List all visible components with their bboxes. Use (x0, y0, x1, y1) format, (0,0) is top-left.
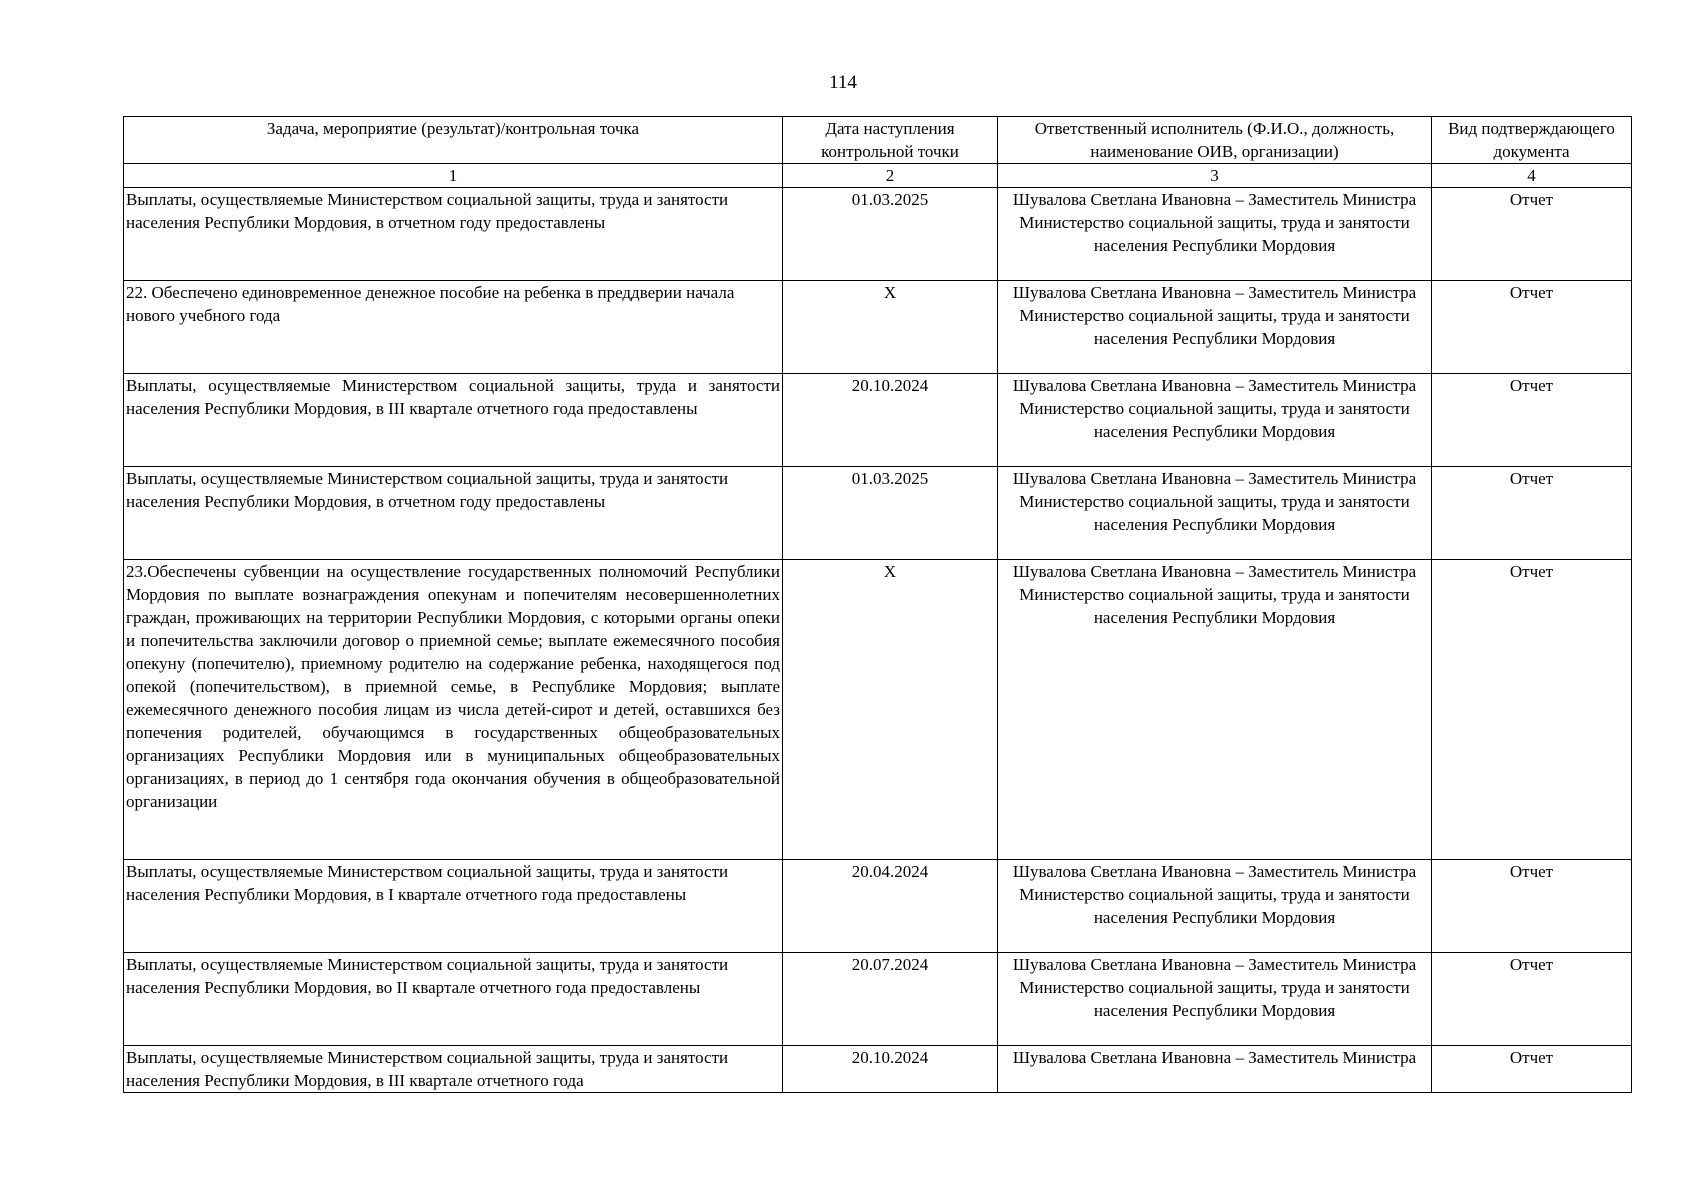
control-points-table (123, 116, 1632, 1093)
column-number: 1 (124, 164, 783, 188)
table-row (124, 1046, 1632, 1093)
date-cell: 20.04.2024 (783, 860, 998, 953)
responsible-person: Шувалова Светлана Ивановна – Заместитель Министра (1012, 955, 1417, 974)
responsible-person: Шувалова Светлана Ивановна – Заместитель Министра (1012, 1048, 1417, 1067)
responsible-cell (998, 281, 1432, 374)
task-cell: Выплаты, осуществляемые Министерством социальной защиты, труда и занятости населения Республики Мордовия, в III квартале отчетного года предоставлены (124, 374, 783, 467)
table-row (124, 560, 1632, 860)
table-row (124, 860, 1632, 953)
header-row (124, 117, 1632, 164)
responsible-person: Шувалова Светлана Ивановна – Заместитель Министра (1012, 862, 1417, 881)
date-cell: 20.07.2024 (783, 953, 998, 1046)
responsible-person: Шувалова Светлана Ивановна – Заместитель Министра (1012, 190, 1417, 209)
table-row (124, 467, 1632, 560)
responsible-cell (998, 560, 1432, 860)
date-cell: 20.10.2024 (783, 1046, 998, 1093)
doc-type-cell: Отчет (1432, 1046, 1632, 1093)
responsible-org: Министерство социальной защиты, труда и занятости населения Республики Мордовия (1019, 978, 1410, 1020)
responsible-cell (998, 374, 1432, 467)
responsible-cell (998, 860, 1432, 953)
date-cell: X (783, 281, 998, 374)
responsible-org: Министерство социальной защиты, труда и занятости населения Республики Мордовия (1019, 399, 1410, 441)
date-cell: 01.03.2025 (783, 467, 998, 560)
responsible-cell (998, 1046, 1432, 1093)
doc-type-cell: Отчет (1432, 281, 1632, 374)
doc-type-cell: Отчет (1432, 188, 1632, 281)
doc-type-cell: Отчет (1432, 374, 1632, 467)
responsible-cell (998, 953, 1432, 1046)
column-number: 4 (1432, 164, 1632, 188)
table-row (124, 374, 1632, 467)
responsible-org: Министерство социальной защиты, труда и занятости населения Республики Мордовия (1019, 306, 1410, 348)
task-cell: Выплаты, осуществляемые Министерством социальной защиты, труда и занятости населения Республики Мордовия, во II квартале отчетного года предоставлены (124, 953, 783, 1046)
header-date: Дата наступления контрольной точки (783, 117, 998, 164)
responsible-person: Шувалова Светлана Ивановна – Заместитель Министра (1012, 469, 1417, 488)
responsible-org: Министерство социальной защиты, труда и занятости населения Республики Мордовия (1019, 213, 1410, 255)
responsible-person: Шувалова Светлана Ивановна – Заместитель Министра (1012, 562, 1417, 581)
doc-type-cell: Отчет (1432, 953, 1632, 1046)
column-number: 2 (783, 164, 998, 188)
task-cell: Выплаты, осуществляемые Министерством социальной защиты, труда и занятости населения Республики Мордовия, в III квартале отчетного года (124, 1046, 783, 1093)
task-cell: Выплаты, осуществляемые Министерством социальной защиты, труда и занятости населения Республики Мордовия, в I квартале отчетного года предоставлены (124, 860, 783, 953)
header-responsible: Ответственный исполнитель (Ф.И.О., должность, наименование ОИВ, организации) (998, 117, 1432, 164)
column-number: 3 (998, 164, 1432, 188)
table-row (124, 188, 1632, 281)
header-task: Задача, мероприятие (результат)/контрольная точка (124, 117, 783, 164)
task-cell: 23.Обеспечены субвенции на осуществление государственных полномочий Республики Мордовия по выплате вознаграждения опекунам и попечителям несовершеннолетних граждан, проживающих на территории Республики Мордовия, с которыми органы опеки и попечительства заключили договор о приемной семье; выплате ежемесячного пособия опекуну (попечителю), приемному родителю на содержание ребенка, находящегося под опекой (попечительством), в приемной семье, в Республике Мордовия; выплате ежемесячного денежного пособия лицам из числа детей-сирот и детей, оставшихся без попечения родителей, обучающимся в государственных общеобразовательных организациях Республики Мордовия или в муниципальных общеобразовательных организациях, в период до 1 сентября года окончания обучения в общеобразовательной организации (124, 560, 783, 860)
table-row (124, 953, 1632, 1046)
responsible-person: Шувалова Светлана Ивановна – Заместитель Министра (1012, 376, 1417, 395)
responsible-org: Министерство социальной защиты, труда и занятости населения Республики Мордовия (1019, 585, 1410, 627)
task-cell: Выплаты, осуществляемые Министерством социальной защиты, труда и занятости населения Республики Мордовия, в отчетном году предоставлены (124, 188, 783, 281)
doc-type-cell: Отчет (1432, 560, 1632, 860)
doc-type-cell: Отчет (1432, 860, 1632, 953)
date-cell: X (783, 560, 998, 860)
date-cell: 01.03.2025 (783, 188, 998, 281)
doc-type-cell: Отчет (1432, 467, 1632, 560)
column-number-row (124, 164, 1632, 188)
responsible-person: Шувалова Светлана Ивановна – Заместитель Министра (1012, 283, 1417, 302)
table-row (124, 281, 1632, 374)
date-cell: 20.10.2024 (783, 374, 998, 467)
responsible-org: Министерство социальной защиты, труда и занятости населения Республики Мордовия (1019, 492, 1410, 534)
task-cell: 22. Обеспечено единовременное денежное пособие на ребенка в преддверии начала нового учебного года (124, 281, 783, 374)
responsible-org: Министерство социальной защиты, труда и занятости населения Республики Мордовия (1019, 885, 1410, 927)
page-number: 114 (829, 72, 857, 93)
responsible-cell (998, 467, 1432, 560)
header-doc-type: Вид подтверждающего документа (1432, 117, 1632, 164)
task-cell: Выплаты, осуществляемые Министерством социальной защиты, труда и занятости населения Республики Мордовия, в отчетном году предоставлены (124, 467, 783, 560)
responsible-cell (998, 188, 1432, 281)
